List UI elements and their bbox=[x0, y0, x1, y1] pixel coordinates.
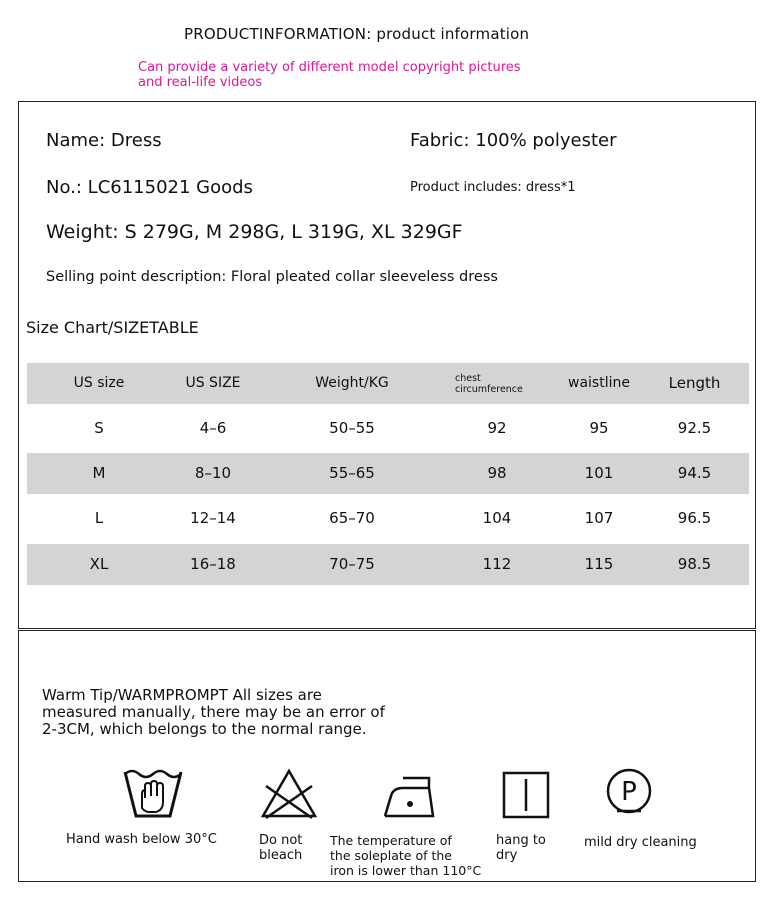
iron-icon bbox=[383, 772, 437, 818]
size-table-header bbox=[27, 363, 749, 404]
cell-us-size-range: 12–14 bbox=[190, 509, 236, 527]
cell-chest: 104 bbox=[482, 509, 512, 527]
care-label-hang-dry: hang to dry bbox=[496, 833, 546, 863]
cell-length: 94.5 bbox=[677, 464, 712, 482]
svg-text:P: P bbox=[621, 777, 637, 807]
product-includes: Product includes: dress*1 bbox=[410, 180, 576, 195]
cell-chest: 98 bbox=[487, 464, 507, 482]
header-us-size: US size bbox=[73, 375, 125, 391]
hand-wash-icon bbox=[122, 768, 184, 820]
header-chest-line-2: circumference bbox=[455, 384, 523, 395]
warm-tip-line-1: Warm Tip/WARMPROMPT All sizes are bbox=[42, 686, 322, 704]
warm-tip-line-3: 2-3CM, which belongs to the normal range. bbox=[42, 720, 367, 738]
cell-waistline: 95 bbox=[589, 419, 609, 437]
warm-tip bbox=[42, 687, 422, 738]
cell-us-size: S bbox=[94, 419, 104, 437]
care-label-dry-clean: mild dry cleaning bbox=[584, 835, 697, 850]
table-row bbox=[27, 544, 749, 585]
cell-length: 92.5 bbox=[677, 419, 712, 437]
cell-length: 96.5 bbox=[677, 509, 712, 527]
care-label-hand-wash: Hand wash below 30°C bbox=[66, 832, 217, 847]
product-name: Name: Dress bbox=[46, 130, 162, 151]
selling-point: Selling point description: Floral pleated collar sleeveless dress bbox=[46, 269, 498, 285]
cell-weight: 55–65 bbox=[329, 464, 375, 482]
cell-weight: 70–75 bbox=[329, 555, 375, 573]
header-chest bbox=[455, 363, 545, 404]
cell-us-size: M bbox=[92, 464, 106, 482]
warm-tip-line-2: measured manually, there may be an error of bbox=[42, 703, 385, 721]
product-weight: Weight: S 279G, M 298G, L 319G, XL 329GF bbox=[46, 221, 463, 243]
cell-us-size: L bbox=[94, 509, 104, 527]
cell-weight: 50–55 bbox=[329, 419, 375, 437]
header-chest-line-1: chest bbox=[455, 373, 481, 384]
table-row bbox=[27, 498, 749, 539]
cell-us-size-range: 4–6 bbox=[199, 419, 227, 437]
table-row bbox=[27, 408, 749, 449]
product-fabric: Fabric: 100% polyester bbox=[410, 130, 617, 151]
cell-waistline: 101 bbox=[584, 464, 614, 482]
hang-dry-icon bbox=[502, 771, 550, 821]
cell-us-size: XL bbox=[89, 555, 109, 573]
cell-us-size-range: 16–18 bbox=[190, 555, 236, 573]
subtitle-line-2: and real-life videos bbox=[138, 75, 263, 90]
cell-waistline: 107 bbox=[584, 509, 614, 527]
cell-length: 98.5 bbox=[677, 555, 712, 573]
subtitle-line-1: Can provide a variety of different model copyright pictures bbox=[138, 60, 521, 75]
care-label-no-bleach: Do not bleach bbox=[259, 833, 303, 863]
product-number: No.: LC6115021 Goods bbox=[46, 177, 253, 198]
table-row bbox=[27, 453, 749, 494]
size-chart-title: Size Chart/SIZETABLE bbox=[26, 318, 199, 337]
cell-waistline: 115 bbox=[584, 555, 614, 573]
header-waistline: waistline bbox=[568, 375, 630, 391]
header-us-size-range: US SIZE bbox=[185, 375, 241, 391]
page-title: PRODUCTINFORMATION: product information bbox=[184, 25, 530, 43]
subtitle bbox=[138, 60, 568, 90]
cell-chest: 112 bbox=[482, 555, 512, 573]
header-weight: Weight/KG bbox=[315, 375, 389, 391]
dry-clean-icon bbox=[605, 767, 653, 815]
header-length: Length bbox=[668, 374, 721, 392]
cell-us-size-range: 8–10 bbox=[194, 464, 232, 482]
care-label-iron: The temperature of the soleplate of the iron is lower than 110°C bbox=[330, 833, 482, 878]
cell-chest: 92 bbox=[487, 419, 507, 437]
cell-weight: 65–70 bbox=[329, 509, 375, 527]
do-not-bleach-icon bbox=[260, 768, 318, 820]
